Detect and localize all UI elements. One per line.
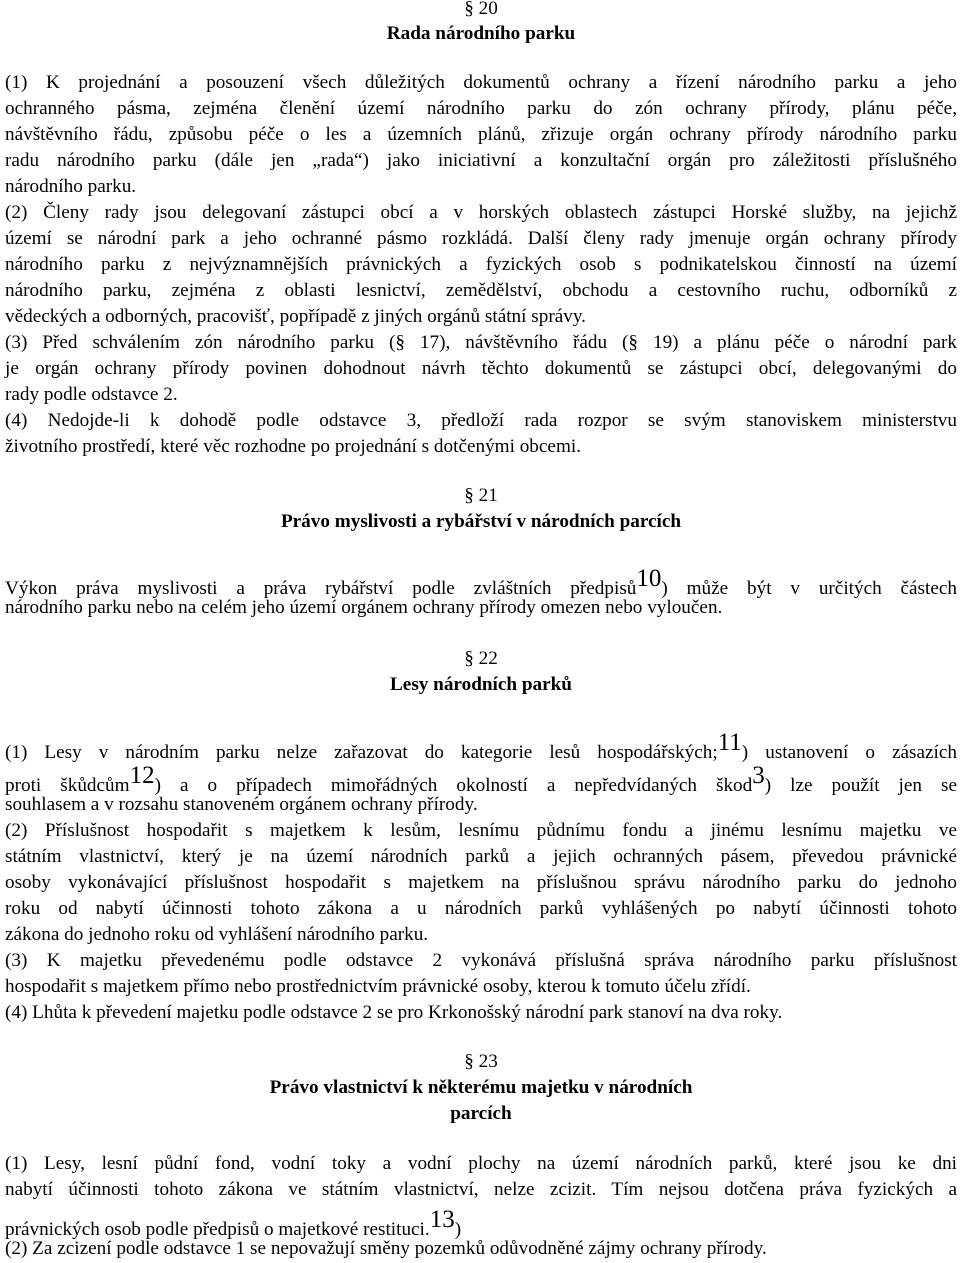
s20-line-2: ochranného pásma, zejména členění území národního parku do zón ochrany přírody, plánu péče, [5, 98, 957, 119]
footnote-ref-10: 10 [636, 565, 662, 592]
s20-line-11: (3) Před schválením zón národního parku (§ 17), návštěvního řádu (§ 19) a plánu péče o národní park [5, 332, 957, 353]
s20-line-12: je orgán ochrany přírody povinen dohodnout návrh těchto dokumentů se zástupci obcí, delegovanými do [5, 358, 957, 379]
s20-line-3: návštěvního řádu, způsobu péče o les a územních plánů, zřizuje orgán ochrany přírody národního parku [5, 124, 957, 145]
s22-line-10: hospodařit s majetkem přímo nebo prostřednictvím právnické osoby, kterou k tomuto účelu zřídí. [5, 976, 751, 997]
footnote-ref-11: 11 [717, 729, 742, 756]
s22-line-9: (3) K majetku převedenému podle odstavce 2 vykonává příslušná správa národního parku příslušnost [5, 950, 957, 971]
s20-line-9: národního parku, zejména z oblasti lesnictví, zemědělství, obchodu a cestovního ruchu, odborníků z [5, 280, 957, 301]
s22-line-3: souhlasem a v rozsahu stanoveném orgánem ochrany přírody. [5, 794, 478, 815]
s22-line-2-text-c: ) lze použít jen se [764, 775, 958, 796]
footnote-ref-3: 3 [752, 762, 765, 789]
section-23-title-line-2: parcích [450, 1103, 512, 1124]
s22-line-11: (4) Lhůta k převedení majetku podle odstavce 2 se pro Krkonošský národní park stanoví na dva roky. [5, 1002, 783, 1023]
s20-line-8: národního parku z nejvýznamnějších právnických a fyzických osob s podnikatelskou činností na území [5, 254, 957, 275]
s20-line-5: národního parku. [5, 176, 137, 197]
section-20-title: Rada národního parku [386, 23, 576, 44]
footnote-ref-12: 12 [129, 762, 155, 789]
s20-line-14: (4) Nedojde-li k dohodě podle odstavce 3, předloží rada rozpor se svým stanoviskem ministerstvu [5, 410, 957, 431]
s20-line-6: (2) Členy rady jsou delegovaní zástupci obcí a v horských oblastech zástupci Horské služby, na jejichž [5, 202, 957, 223]
s22-line-1-text-b: ) ustanovení o zásazích [741, 742, 957, 763]
s22-line-1 [5, 729, 957, 765]
s21-line-1-text-a: Výkon práva myslivosti a práva rybářství podle zvláštních předpisů [5, 578, 637, 599]
s20-line-7: území se národní park a jeho ochranné pásmo rozkládá. Další členy rady jmenuje orgán ochrany přírody [5, 228, 957, 249]
s22-line-2-text-a: proti škůdcům [5, 775, 130, 796]
s22-line-6: osoby vykonávající příslušnost hospodařit s majetkem na příslušnou správu národního parku do jednoho [5, 872, 957, 893]
s22-line-2-text-b: ) a o případech mimořádných okolností a nepředvídaných škod [154, 775, 753, 796]
section-21-number: § 21 [464, 485, 498, 506]
s22-line-7: roku od nabytí účinnosti tohoto zákona a u národních parků vyhlášených po nabytí účinnosti tohoto [5, 898, 957, 919]
s20-line-10: vědeckých a odborných, pracovišť, popřípadě z jiných orgánů státní správy. [5, 306, 586, 327]
s20-line-15: životního prostředí, které věc rozhodne po projednání s dotčenými obcemi. [5, 436, 581, 457]
s20-line-4: radu národního parku (dále jen „rada“) jako iniciativní a konzultační orgán pro záležitosti příslušného [5, 150, 957, 171]
s22-line-8: zákona do jednoho roku od vyhlášení národního parku. [5, 924, 429, 945]
s22-line-5: státním vlastnictví, který je na území národních parků a jejich ochranných pásem, převedou právnické [5, 846, 957, 867]
section-20-number: § 20 [464, 0, 498, 19]
s23-line-4: (2) Za zcizení podle odstavce 1 se nepovažují směny pozemků odůvodněné zájmy ochrany přírody. [5, 1238, 767, 1259]
section-23-title-line-1: Právo vlastnictví k některému majetku v národních [269, 1077, 693, 1098]
section-23-number: § 23 [464, 1051, 498, 1072]
s23-line-3-text-b: ) [454, 1219, 462, 1240]
footnote-ref-13: 13 [429, 1206, 455, 1233]
s20-line-13: rady podle odstavce 2. [5, 384, 178, 405]
s20-line-1: (1) K projednání a posouzení všech důležitých dokumentů ochrany a řízení národního parku a jeho [5, 72, 957, 93]
s22-line-1-text-a: (1) Lesy v národním parku nelze zařazovat do kategorie lesů hospodářských; [5, 742, 718, 763]
section-22-title: Lesy národních parků [390, 674, 572, 695]
section-22-number: § 22 [464, 648, 498, 669]
s22-line-4: (2) Příslušnost hospodařit s majetkem k lesům, lesnímu půdnímu fondu a jinému lesnímu majetku ve [5, 820, 957, 841]
s23-line-2: nabytí účinnosti tohoto zákona ve státním vlastnictví, nelze zcizit. Tím nejsou dotčena práva fyzických a [5, 1179, 957, 1200]
section-21-title: Právo myslivosti a rybářství v národních parcích [280, 511, 682, 532]
s21-line-2: národního parku nebo na celém jeho území orgánem ochrany přírody omezen nebo vyloučen. [5, 597, 723, 618]
s21-line-1-text-b: ) může být v určitých částech [661, 578, 957, 599]
s23-line-1: (1) Lesy, lesní půdní fond, vodní toky a vodní plochy na území národních parků, které jsou ke dni [5, 1153, 957, 1174]
s23-line-3-text-a: právnických osob podle předpisů o majetkové restituci. [5, 1219, 430, 1240]
